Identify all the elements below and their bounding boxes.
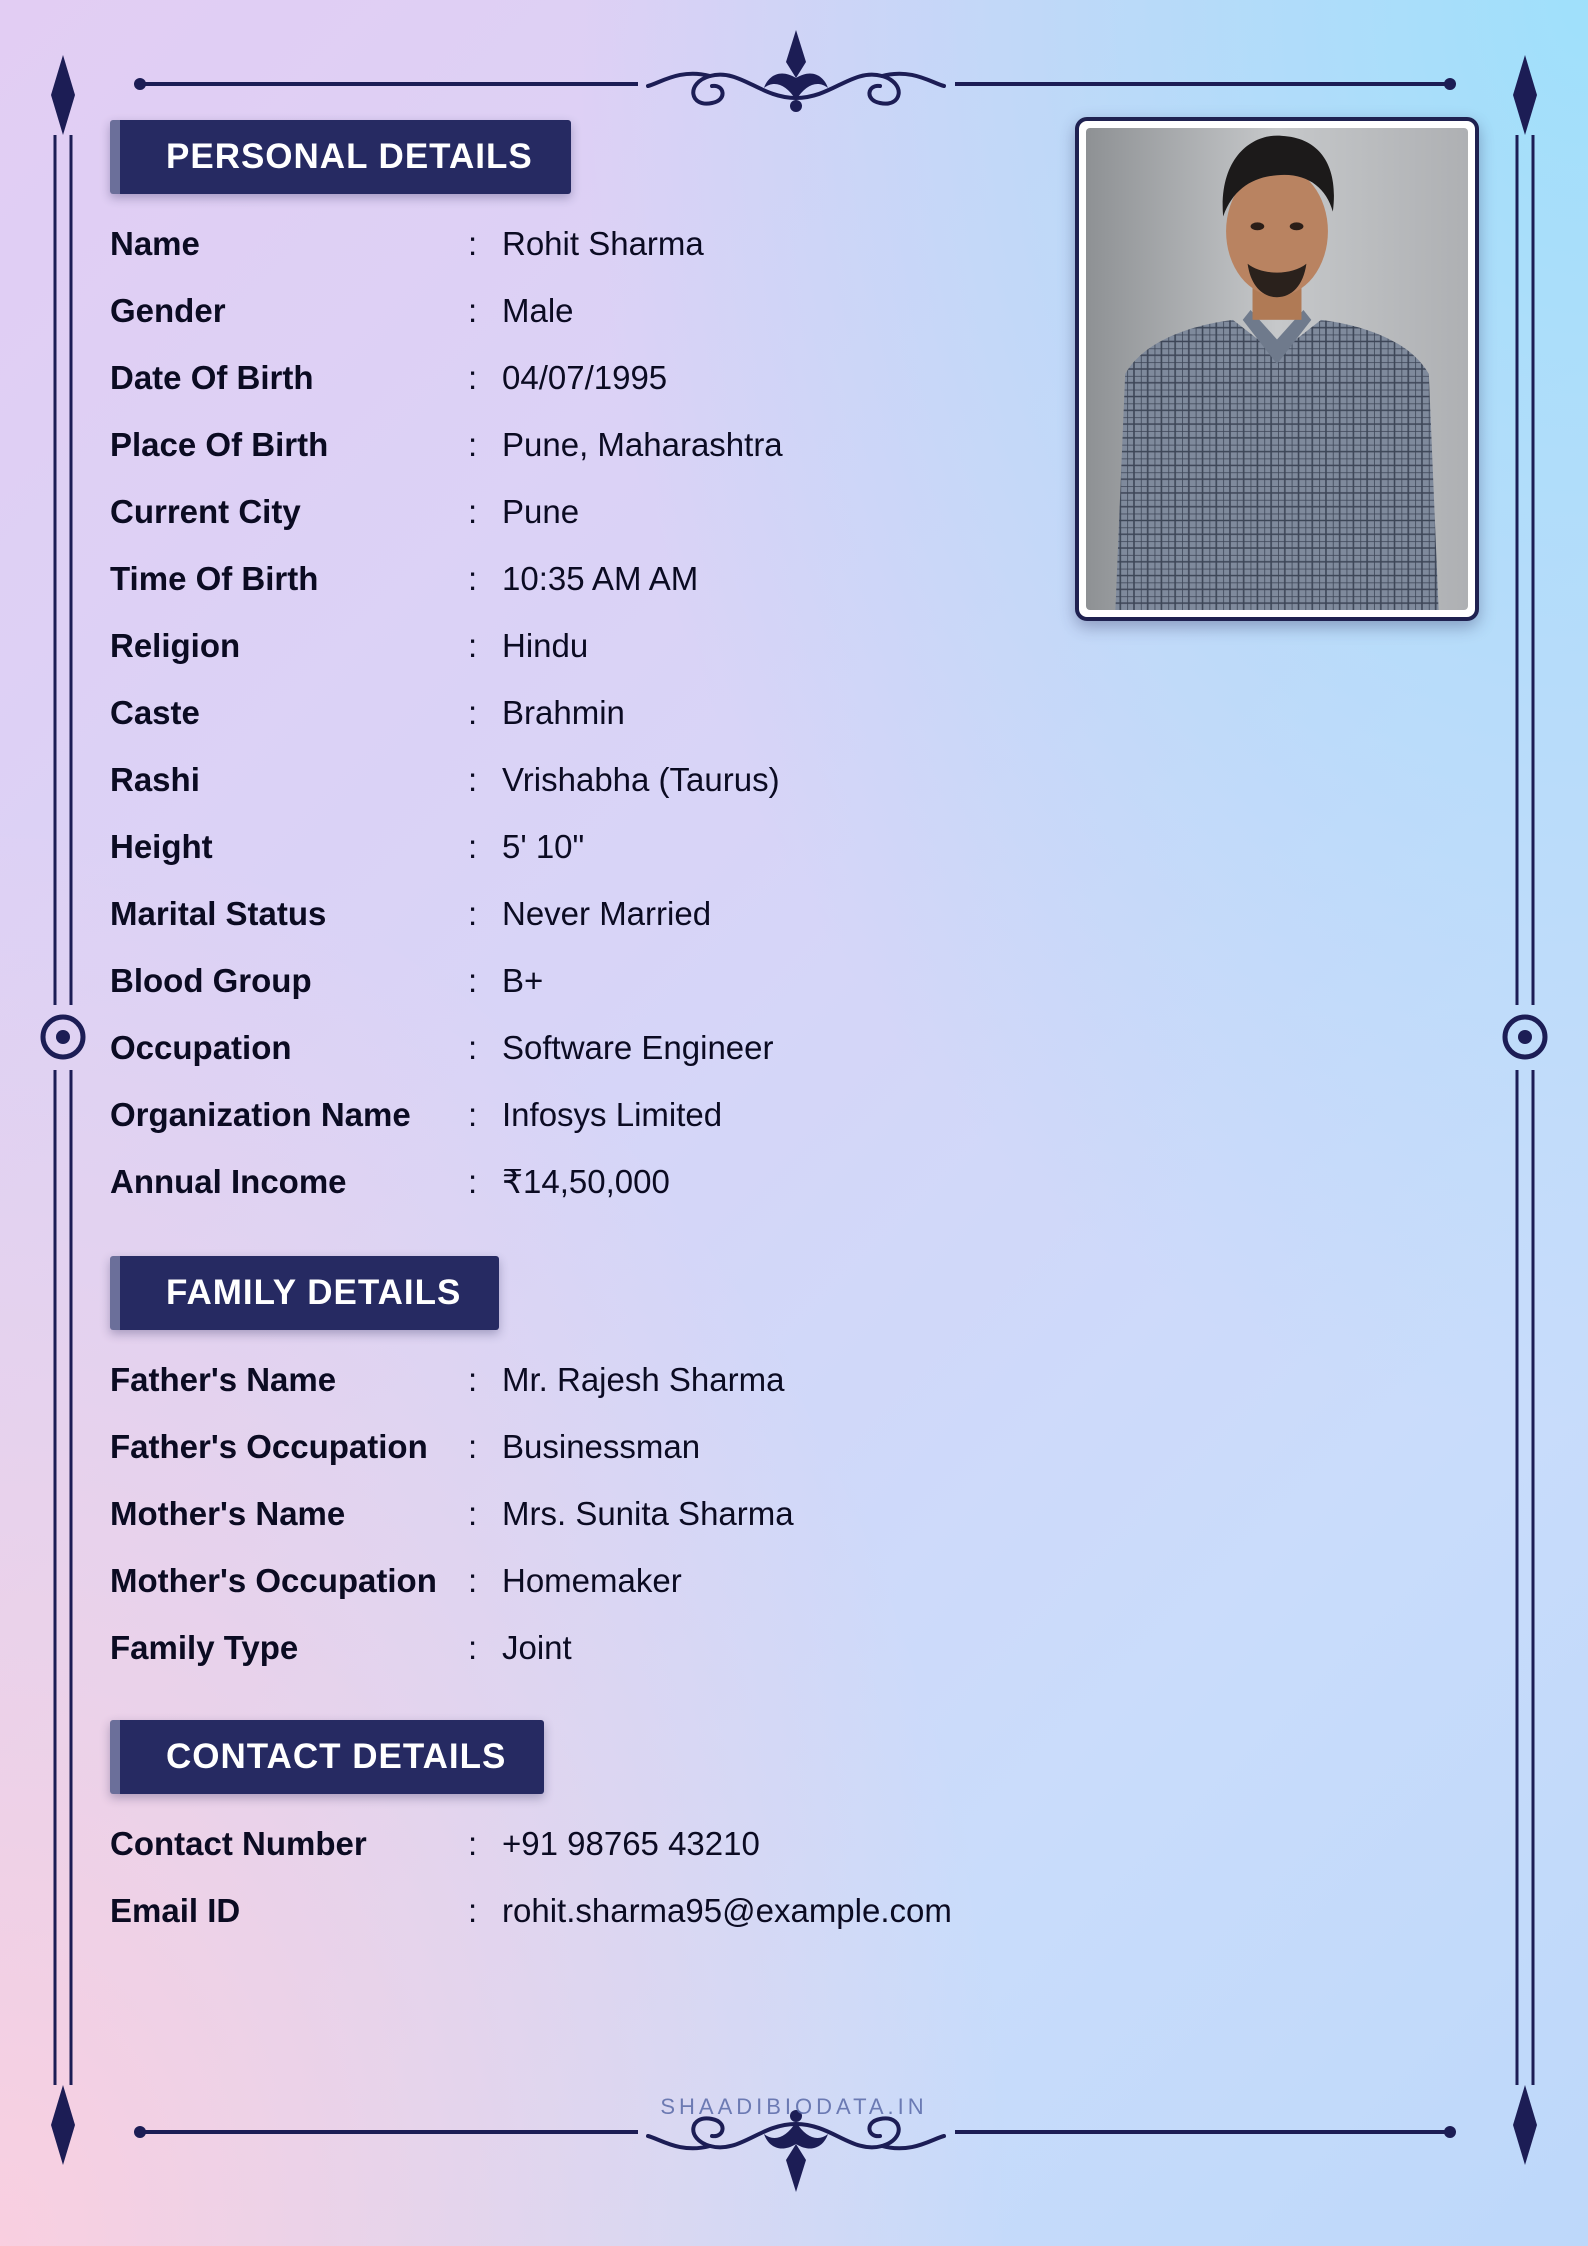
- detail-separator: :: [468, 828, 478, 865]
- detail-label: Mother's Occupation: [110, 1562, 437, 1599]
- detail-value: Brahmin: [502, 694, 625, 731]
- detail-separator: :: [468, 359, 478, 396]
- detail-separator: :: [468, 962, 478, 999]
- detail-label: Place Of Birth: [110, 426, 329, 463]
- personal-details-heading: PERSONAL DETAILS: [110, 120, 571, 194]
- watermark-text: SHAADIBIODATA.IN: [660, 2094, 928, 2119]
- detail-label: Time Of Birth: [110, 560, 319, 597]
- detail-value: Homemaker: [502, 1562, 682, 1599]
- detail-label: Rashi: [110, 761, 200, 798]
- detail-value: Infosys Limited: [502, 1096, 723, 1133]
- detail-separator: :: [468, 1361, 478, 1398]
- flourish-bottom: [640, 2108, 952, 2194]
- detail-value: Software Engineer: [502, 1029, 774, 1066]
- detail-label: Name: [110, 225, 200, 262]
- detail-value: Mrs. Sunita Sharma: [502, 1495, 794, 1532]
- detail-value: Vrishabha (Taurus): [502, 761, 780, 798]
- detail-separator: :: [468, 1629, 478, 1666]
- detail-value: Hindu: [502, 627, 589, 664]
- detail-label: Occupation: [110, 1029, 292, 1066]
- detail-separator: :: [468, 761, 478, 798]
- detail-label: Father's Name: [110, 1361, 337, 1398]
- detail-label: Annual Income: [110, 1163, 347, 1200]
- detail-label: Email ID: [110, 1892, 241, 1929]
- detail-separator: :: [468, 694, 478, 731]
- detail-label: Gender: [110, 292, 226, 329]
- detail-label: Date Of Birth: [110, 359, 314, 396]
- detail-value: +91 98765 43210: [502, 1825, 760, 1862]
- detail-value: Male: [502, 292, 574, 329]
- detail-value: rohit.sharma95@example.com: [502, 1892, 952, 1929]
- detail-separator: :: [468, 1562, 478, 1599]
- detail-value: Mr. Rajesh Sharma: [502, 1361, 785, 1398]
- detail-separator: :: [468, 1495, 478, 1532]
- side-ring-left: [38, 1012, 88, 1062]
- detail-separator: :: [468, 1029, 478, 1066]
- detail-label: Contact Number: [110, 1825, 367, 1862]
- detail-label: Caste: [110, 694, 200, 731]
- detail-separator: :: [468, 627, 478, 664]
- detail-value: Businessman: [502, 1428, 701, 1465]
- side-ring-right: [1500, 1012, 1550, 1062]
- detail-value: ₹14,50,000: [502, 1163, 670, 1200]
- detail-separator: :: [468, 1892, 478, 1929]
- detail-label: Marital Status: [110, 895, 327, 932]
- detail-separator: :: [468, 225, 478, 262]
- corner-ornament-top-right: [1507, 55, 1543, 135]
- detail-value: 5' 10": [502, 828, 585, 865]
- detail-value: B+: [502, 962, 544, 999]
- detail-label: Blood Group: [110, 962, 312, 999]
- detail-label: Religion: [110, 627, 241, 664]
- detail-value: Rohit Sharma: [502, 225, 704, 262]
- detail-value: Pune, Maharashtra: [502, 426, 783, 463]
- profile-photo-frame: [1075, 117, 1479, 621]
- detail-separator: :: [468, 895, 478, 932]
- detail-value: Never Married: [502, 895, 712, 932]
- detail-separator: :: [468, 560, 478, 597]
- detail-separator: :: [468, 493, 478, 530]
- detail-separator: :: [468, 1428, 478, 1465]
- contact-details-heading: CONTACT DETAILS: [110, 1720, 544, 1794]
- family-details-heading: FAMILY DETAILS: [110, 1256, 499, 1330]
- detail-label: Family Type: [110, 1629, 299, 1666]
- portrait-photo: [1086, 128, 1468, 610]
- detail-value: 10:35 AM AM: [502, 560, 699, 597]
- detail-value: Pune: [502, 493, 580, 530]
- detail-separator: :: [468, 1825, 478, 1862]
- detail-label: Organization Name: [110, 1096, 411, 1133]
- detail-label: Current City: [110, 493, 301, 530]
- detail-separator: :: [468, 1096, 478, 1133]
- detail-separator: :: [468, 1163, 478, 1200]
- corner-ornament-top-left: [45, 55, 81, 135]
- detail-label: Father's Occupation: [110, 1428, 428, 1465]
- flourish-top: [640, 28, 952, 114]
- detail-value: Joint: [502, 1629, 572, 1666]
- detail-label: Mother's Name: [110, 1495, 346, 1532]
- detail-label: Height: [110, 828, 213, 865]
- detail-separator: :: [468, 426, 478, 463]
- detail-value: 04/07/1995: [502, 359, 668, 396]
- detail-separator: :: [468, 292, 478, 329]
